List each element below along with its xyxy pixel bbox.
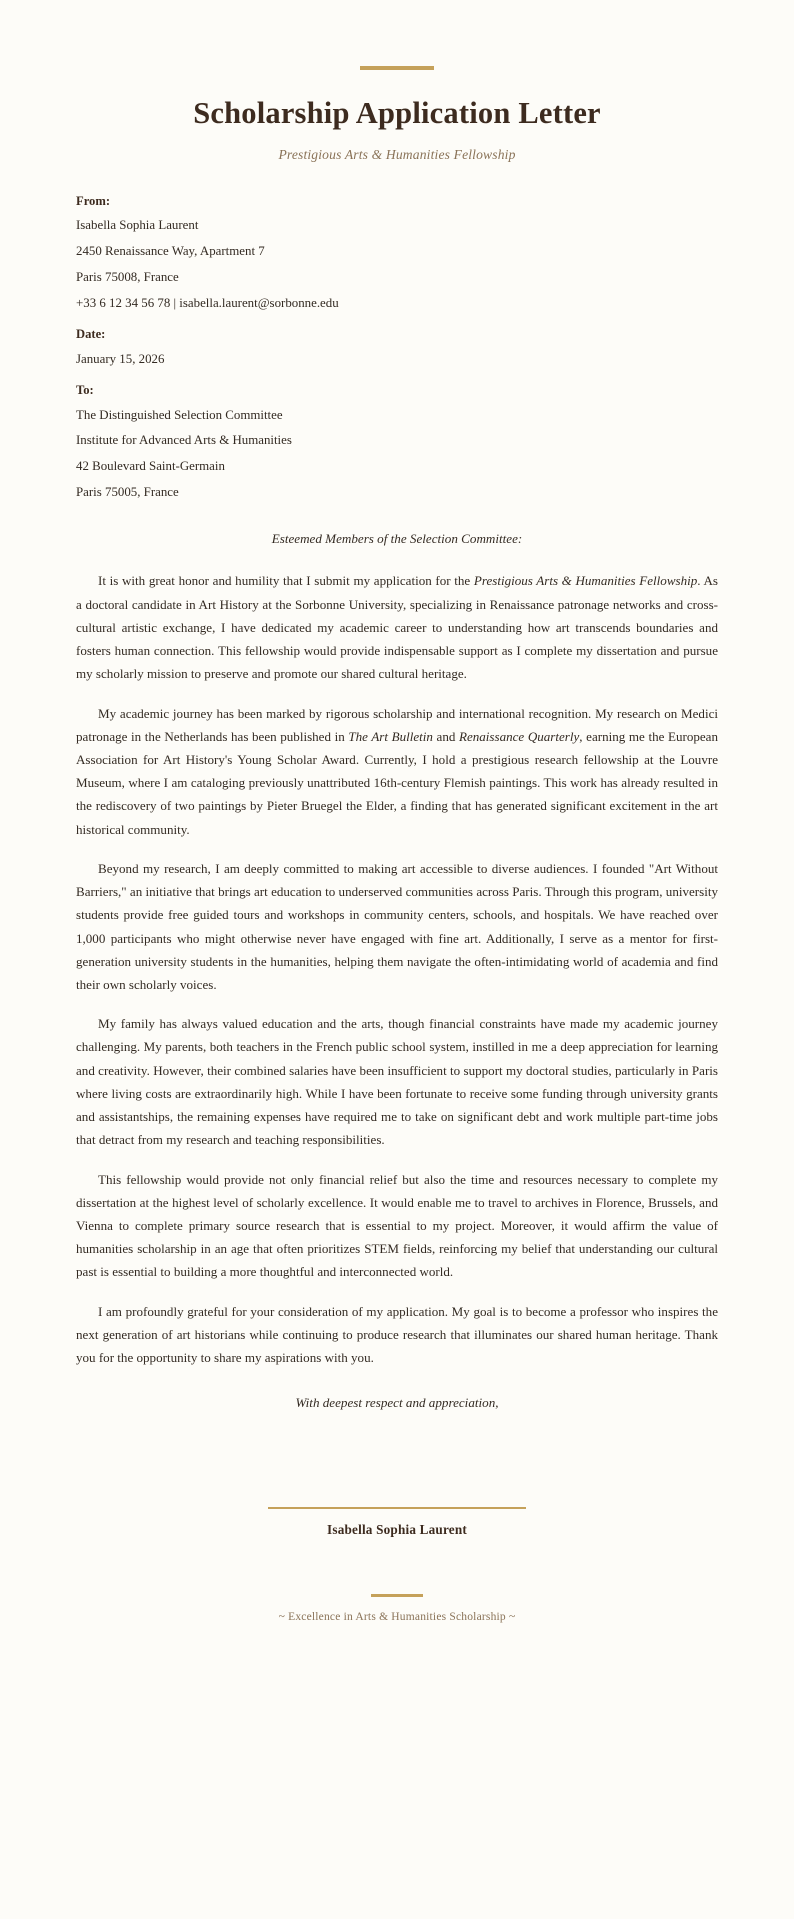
recipient-line-3: 42 Boulevard Saint-Germain [76,459,225,474]
date-block [76,326,718,368]
sender-city: Paris 75008, France [76,269,179,284]
body-paragraph-3: Beyond my research, I am deeply committed to making art accessible to diverse audiences. I founded "Art Without Barriers," an initiative that brings art education to underserved communities across Paris. Through this program, university students provide free guided tours and workshops in community centers, schools, and hospitals. We have reached over 1,000 participants who might otherwise never have engaged with fine art. Additionally, I serve as a mentor for first-generation university students in the humanities, helping them navigate the often-intimidating world of academia and find their own scholarly voices. [76,860,718,992]
body-paragraph-1 [76,569,718,685]
header-accent-rule [360,66,434,70]
recipient-line-1: The Distinguished Selection Committee [76,407,283,422]
recipient-line-2: Institute for Advanced Arts & Humanities [76,433,292,448]
paragraph-2-text-a: My academic journey has been marked by rigorous scholarship and international recognition. My research on Medici patronage in the Netherlands has been published in [76,705,718,744]
paragraph-2-journal-1: The Art Bulletin [348,728,433,744]
letter-meta [76,193,718,501]
signature-rule [268,1507,526,1509]
paragraph-2-text-c: , earning me the European Association for Art History's Young Scholar Award. Currently, I hold a prestigious research fellowship at the Louvre Museum, where I am cataloging previously unattributed 16th-century Flemish paintings. This work has already resulted in the rediscovery of two paintings by Pieter Bruegel the Elder, a finding that has generated significant excitement in the art historical community. [76,728,718,837]
sender-block [76,193,718,312]
sender-label: From: [76,194,111,209]
sender-street: 2450 Renaissance Way, Apartment 7 [76,244,265,259]
body-paragraph-2 [76,702,718,841]
paragraph-1-text-b: . As a doctoral candidate in Art History at the Sorbonne University, specializing in Renaissance patronage networks and cross-cultural artistic exchange, I have dedicated my academic career to understanding how art transcends boundaries and fosters human connection. This fellowship would provide indispensable support as I complete my dissertation and pursue my scholarly mission to preserve and promote our shared cultural heritage. [76,573,718,682]
signature-name: Isabella Sophia Laurent [327,1521,467,1537]
paragraph-2-text-b: and [432,728,459,744]
date-label: Date: [76,327,106,342]
page-title: Scholarship Application Letter [193,96,601,130]
signature-block [76,1507,718,1538]
sender-name: Isabella Sophia Laurent [76,218,199,233]
page-subtitle: Prestigious Arts & Humanities Fellowship [278,147,516,163]
footer-text: ~ Excellence in Arts & Humanities Scholarship ~ [278,1610,516,1623]
closing-line: With deepest respect and appreciation, [295,1395,499,1411]
recipient-block [76,382,718,501]
paragraph-1-text-a: It is with great honor and humility that I submit my application for the [98,573,474,589]
body-paragraph-6: I am profoundly grateful for your consideration of my application. My goal is to become a professor who inspires the next generation of art historians while continuing to produce research that illuminates our shared human heritage. Thank you for the opportunity to share my aspirations with you. [76,1303,718,1366]
body-paragraph-4: My family has always valued education and the arts, though financial constraints have made my academic journey challenging. My parents, both teachers in the French public school system, instilled in me a deep appreciation for learning and creativity. However, their combined salaries have been insufficient to support my doctoral studies, particularly in Paris where living costs are extraordinarily high. While I have been fortunate to receive some funding through university grants and assistantships, the remaining expenses have required me to take on significant debt and work multiple part-time jobs that detract from my research and teaching responsibilities. [76,1016,718,1148]
letter-header [76,0,718,163]
recipient-line-4: Paris 75005, France [76,484,179,499]
sender-contact: +33 6 12 34 56 78 | isabella.laurent@sorbonne.edu [76,295,339,310]
date-value: January 15, 2026 [76,351,165,366]
letter-body [76,569,718,1369]
paragraph-1-emphasis: Prestigious Arts & Humanities Fellowship [473,573,698,589]
letter-footer [76,1594,718,1663]
body-paragraph-5: This fellowship would provide not only financial relief but also the time and resources necessary to complete my dissertation at the highest level of scholarly excellence. It would enable me to travel to archives in Florence, Brussels, and Vienna to complete primary source research that is essential to my project. Moreover, it would affirm the value of humanities scholarship in an age that often prioritizes STEM fields, reinforcing my belief that understanding our cultural past is essential to building a more thoughtful and interconnected world. [76,1171,718,1280]
paragraph-2-journal-2: Renaissance Quarterly [459,728,580,744]
footer-accent-rule [371,1594,423,1597]
recipient-label: To: [76,383,94,398]
salutation: Esteemed Members of the Selection Committee: [271,531,523,547]
